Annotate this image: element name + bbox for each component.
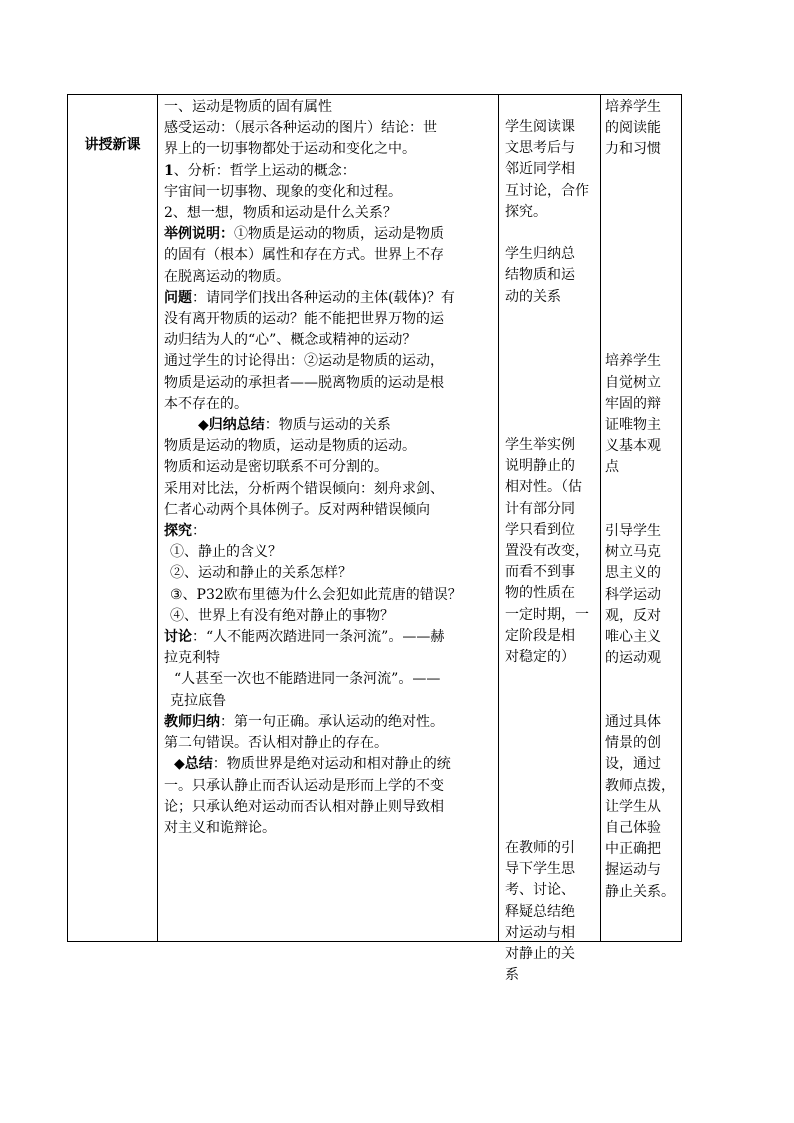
design-intent-line: 教师点拨， <box>605 777 675 794</box>
content-line-text: 仁者心动两个具体例子。反对两种错误倾向 <box>164 501 430 518</box>
student-activity-cell <box>505 117 602 986</box>
student-activity-line: 对稳定的） <box>505 649 575 666</box>
content-line <box>164 457 498 478</box>
content-line <box>164 351 498 372</box>
student-activity-line <box>505 689 602 710</box>
content-line-emphasis: ◆归纳总结 <box>198 417 265 434</box>
design-intent-cell <box>605 97 681 903</box>
content-line-text: 感受运动：（展示各种运动的图片）结论：世 <box>164 120 437 137</box>
design-intent-line <box>605 330 681 351</box>
content-line <box>164 542 498 563</box>
design-intent-line: 树立马克 <box>605 544 661 561</box>
content-line-text: “人甚至一次也不能踏进同一条河流”。—— <box>174 671 441 688</box>
design-intent-line: 的运动观 <box>605 650 661 667</box>
student-activity-line: 系 <box>505 967 519 984</box>
design-intent-line <box>605 669 681 690</box>
content-line <box>164 182 498 203</box>
content-line <box>164 118 498 139</box>
student-activity-line <box>505 393 602 414</box>
content-line <box>164 479 498 500</box>
content-line <box>164 415 498 436</box>
design-intent-line: 义基本观 <box>605 438 661 455</box>
student-activity-line: 互讨论，合作 <box>505 182 589 199</box>
content-line-emphasis: 探究 <box>164 523 192 540</box>
content-line-text: ：物质世界是绝对运动和相对静止的统 <box>212 756 451 773</box>
student-activity-line: 邻近同学相 <box>505 161 575 178</box>
design-intent-line <box>605 267 681 288</box>
content-line <box>164 712 498 733</box>
design-intent-line <box>605 691 681 712</box>
content-line <box>164 330 498 351</box>
student-activity-line: 考、讨论、 <box>505 882 575 899</box>
content-line <box>164 161 498 182</box>
content-line-text: 动归结为人的“心”、概念或精神的运动？ <box>164 332 417 349</box>
design-intent-line: 情景的创 <box>605 735 661 752</box>
content-line <box>164 309 498 330</box>
student-activity-line: 而看不到事 <box>505 564 575 581</box>
content-line-text: 第二句错误。否认相对静止的存在。 <box>164 735 388 752</box>
student-activity-line: 学生举实例 <box>505 437 575 454</box>
content-line <box>164 288 498 309</box>
design-intent-line: 证唯物主 <box>605 417 661 434</box>
content-line-text: ①、静止的含义？ <box>170 544 282 561</box>
content-line-text: 本不存在的。 <box>164 395 248 412</box>
content-line <box>164 139 498 160</box>
content-line-emphasis: ◆总结 <box>174 756 213 773</box>
student-activity-line: 学生归纳总 <box>505 246 575 263</box>
student-activity-line: 学生阅读课 <box>505 119 575 135</box>
design-intent-line <box>605 224 681 245</box>
content-line <box>164 733 498 754</box>
content-line <box>164 521 498 542</box>
design-intent-line: 科学运动 <box>605 586 661 603</box>
design-intent-line <box>605 309 681 330</box>
content-line <box>164 224 498 245</box>
student-activity-line <box>505 732 602 753</box>
content-line-text: 对主义和诡辩论。 <box>164 819 276 836</box>
design-intent-line: 通过具体 <box>605 713 661 730</box>
content-line <box>164 585 498 606</box>
student-activity-line: 一定时期，一 <box>505 606 589 623</box>
content-line-text: ：物质与运动的关系 <box>264 417 391 434</box>
content-line-text: ①物质是运动的物质，运动是物质 <box>234 226 444 243</box>
content-line-text: ④、世界上有没有绝对静止的事物？ <box>170 607 394 624</box>
content-line-text: 一、运动是物质的固有属性 <box>164 99 332 115</box>
design-intent-line: 让学生从 <box>605 798 661 815</box>
design-intent-line: 设，通过 <box>605 756 661 773</box>
content-line-text: 论；只承认绝对运动而否认相对静止则导致相 <box>164 798 444 815</box>
design-intent-line: 思主义的 <box>605 565 661 582</box>
student-activity-line: 对静止的关 <box>505 945 575 962</box>
content-line <box>164 669 498 690</box>
content-line <box>164 394 498 415</box>
content-line-text: 一。只承认静止而否认运动是形而上学的不变 <box>164 777 444 794</box>
design-intent-line <box>605 203 681 224</box>
content-line-text: 2、想一想，物质和运动是什么关系？ <box>164 205 397 222</box>
design-intent-line: 唯心主义 <box>605 629 661 646</box>
section-header-cell: 讲授新课 <box>84 137 141 153</box>
student-activity-line <box>505 223 602 244</box>
design-intent-line: 引导学生 <box>605 523 661 540</box>
content-line-text: 采用对比法，分析两个错误倾向：刻舟求剑、 <box>164 480 444 497</box>
student-activity-line <box>505 668 602 689</box>
content-line <box>164 818 498 839</box>
content-line <box>164 245 498 266</box>
content-line <box>164 606 498 627</box>
content-line-emphasis: 教师归纳 <box>164 713 220 730</box>
student-activity-line <box>505 817 602 838</box>
content-line-text: 物质是运动的物质，运动是物质的运动。 <box>164 438 416 455</box>
content-line-text: 克拉底鲁 <box>170 692 226 709</box>
content-line-text: 通过学生的讨论得出：②运动是物质的运动， <box>164 353 444 370</box>
student-activity-line: 在教师的引 <box>505 839 575 856</box>
content-line <box>164 648 498 669</box>
content-line-emphasis: 问题 <box>164 289 192 306</box>
design-intent-line: 自觉树立 <box>605 374 661 391</box>
student-activity-line: 定阶段是相 <box>505 627 575 644</box>
content-line-emphasis: 举例说明： <box>164 226 234 243</box>
student-activity-line: 说明静止的 <box>505 458 575 475</box>
content-line <box>164 267 498 288</box>
content-line-text: 宇宙间一切事物、现象的变化和过程。 <box>164 183 402 200</box>
content-line-text: 物质是运动的承担者——脱离物质的运动是根 <box>164 374 444 391</box>
column-divider <box>498 95 499 941</box>
student-activity-line: 计有部分同 <box>505 500 575 517</box>
student-activity-line: 对运动与相 <box>505 924 575 941</box>
design-intent-line <box>605 288 681 309</box>
design-intent-line <box>605 182 681 203</box>
content-line-text: 的固有（根本）属性和存在方式。世界上不存 <box>164 247 444 264</box>
design-intent-line: 培养学生 <box>605 99 661 115</box>
lesson-plan-table <box>67 94 682 984</box>
teaching-content-cell <box>164 97 498 839</box>
student-activity-line: 学只看到位 <box>505 521 575 538</box>
design-intent-line: 培养学生 <box>605 353 661 370</box>
design-intent-line: 力和习惯 <box>605 141 661 158</box>
content-line-emphasis: 讨论 <box>164 629 192 646</box>
content-line-text: ：“人不能两次踏进同一条河流”。——赫 <box>192 629 445 646</box>
student-activity-line <box>505 308 602 329</box>
design-intent-line <box>605 245 681 266</box>
design-intent-line: 牢固的辩 <box>605 395 661 412</box>
content-line <box>164 500 498 521</box>
design-intent-line: 自己体验 <box>605 819 661 836</box>
content-line-emphasis: 1 <box>164 162 174 179</box>
content-line-text: 拉克利特 <box>164 650 220 667</box>
content-line-text: 、分析：哲学上运动的概念： <box>173 162 356 179</box>
content-line <box>164 754 498 775</box>
content-line-text: ③、P32欧布里德为什么会犯如此荒唐的错误？ <box>170 586 462 603</box>
student-activity-line <box>505 371 602 392</box>
student-activity-line: 文思考后与 <box>505 140 575 157</box>
design-intent-line: 静止关系。 <box>605 883 675 900</box>
student-activity-line <box>505 774 602 795</box>
student-activity-line: 探究。 <box>505 203 547 220</box>
student-activity-line: 动的关系 <box>505 288 561 305</box>
column-divider <box>157 95 158 941</box>
design-intent-line <box>605 479 681 500</box>
content-line-text: 没有离开物质的运动？能不能把世界万物的运 <box>164 311 444 328</box>
content-line-text: ：请同学们找出各种运动的主体(载体)？有 <box>192 289 455 306</box>
content-line-text: ②、运动和静止的关系怎样？ <box>170 565 352 582</box>
student-activity-line <box>505 711 602 732</box>
student-activity-line: 相对性。（估 <box>505 479 582 496</box>
content-line <box>164 563 498 584</box>
student-activity-line: 导下学生思 <box>505 861 575 878</box>
student-activity-line: 释疑总结绝 <box>505 903 575 920</box>
student-activity-line <box>505 796 602 817</box>
content-line <box>164 373 498 394</box>
content-line <box>164 627 498 648</box>
design-intent-line: 握运动与 <box>605 862 661 879</box>
design-intent-line: 观，反对 <box>605 607 661 624</box>
content-line <box>164 203 498 224</box>
content-line <box>164 436 498 457</box>
content-line-text: 物质和运动是密切联系不可分割的。 <box>164 459 388 476</box>
student-activity-line: 置没有改变， <box>505 543 589 560</box>
content-line-text: ：第一句正确。承认运动的绝对性。 <box>220 713 444 730</box>
content-line <box>164 797 498 818</box>
content-line-text: 界上的一切事物都处于运动和变化之中。 <box>164 141 416 158</box>
design-intent-line: 中正确把 <box>605 841 661 858</box>
student-activity-line <box>505 414 602 435</box>
content-line <box>164 776 498 797</box>
design-intent-line <box>605 500 681 521</box>
student-activity-line <box>505 350 602 371</box>
student-activity-line <box>505 753 602 774</box>
content-line-text: ： <box>192 523 206 540</box>
content-line <box>164 691 498 712</box>
student-activity-line: 物的性质在 <box>505 585 575 602</box>
student-activity-line <box>505 329 602 350</box>
design-intent-line: 的阅读能 <box>605 120 661 137</box>
design-intent-line <box>605 161 681 182</box>
design-intent-line: 点 <box>605 459 619 476</box>
content-line-text: 在脱离运动的物质。 <box>164 268 290 285</box>
content-line <box>164 97 498 118</box>
student-activity-line: 结物质和运 <box>505 267 575 284</box>
